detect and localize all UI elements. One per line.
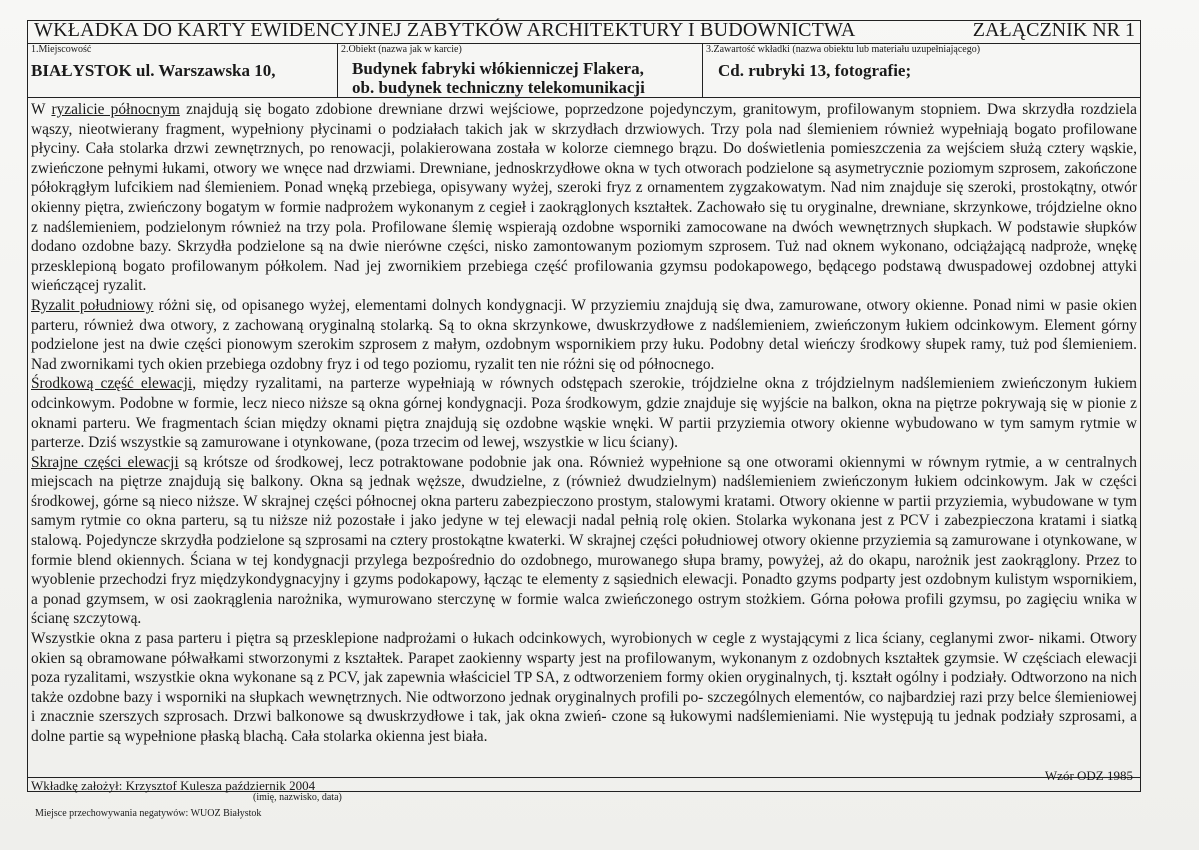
paragraph-north-risalit [31,100,1137,296]
object-label: 2.Obiekt (nazwa jak w karcie) [341,44,462,55]
heading-north-risalit: ryzalicie północnym [51,101,180,118]
paragraph-text: różni się, od opisanego wyżej, elementami dolnych kondygnacji. W przyziemiu znajdują się dwa, zamurowane, otwory okienne. Ponad nimi w pasie okien parteru, również dwa otwory, z zachowaną oryginalną stolarką. Są to okna skrzynkowe, dwuskrzydłowe z nadślemieniem, zwieńczonym łukiem odcinkowym. Element górny podzielone jest na dwie części pionowym szerokim szprosem z małym, ozdobnym wspornikiem przy łuku. Podobny detal wieńczy środkowy słupek ramy, tuż pod ślemieniem. Nad zwornikami tych okien przebiega ozdobny fryz i od tego poziomu, ryzalit ten nie różni się od północnego. [31,296,1137,373]
content-label: 3.Zawartość wkładki (nazwa obiektu lub materiału uzupełniającego) [706,44,981,55]
heading-south-risalit: Ryzalit południowy [31,296,154,314]
paragraph-middle-section [31,374,1137,452]
content-value: Cd. rubryki 13, fotografie; [718,61,912,80]
heading-outer-sections: Skrajne części elewacji [31,453,179,471]
form-template: Wzór ODZ 1985 [1044,768,1133,783]
paragraph-text: są krótsze od środkowej, lecz potraktowane podobnie jak ona. Również wypełnione są one otworami okiennymi w równym rytmie, a w centralnych miejscach na piętrze znajdują się balkony. Okna są jednak węższe, dwudzielne, z (również dwudzielnym) nadślemieniem zwieńczonym łukiem odcinkowym. Jak w części środkowej, górne są nieco niższe. W skrajnej części północnej okna parteru zabezpieczono prostym, stalowymi kratami. Otwory okienne w partii przyziemia, wybudowane w tym samym rytmie co okna parteru, są tu niższe niż pozostałe i jako jedyne w tej elewacji nadal pełnią rolę okien. Stolarka wykonana jest z PCV i zabezpieczona kratami i siatką stalową. Pojedyncze skrzydła podzielone są szprosami na cztery prostokątne kwaterki. W skrajnej części południowej otwory okienne przyziemia są zamurowane i otynkowane, w formie blend okiennych. Ściana w tej kondygnacji przylega bezpośrednio do ozdobnego, murowanego słupa bramy, powyżej, aż do okapu, narożnik jest zaokrąglony. Przez to wyoblenie przechodzi fryz międzykondygnacyjny i gzyms podokapowy, łącząc te elementy z sąsiednich elewacji. Ponadto gzyms podparty jest ozdobnym kulistym wspornikiem, a ponad gzymsem, w osi zaokrąglenia narożnika, wymurowano sterczynę w formie walca zwieńczonego ostrym stożkiem. Górna połowa profili gzymsu, po zagięciu wnika w ścianę szczytową. [31,453,1137,628]
object-value-line1: Budynek fabryki włókienniczej Flakera, [352,59,644,78]
negatives-location: Miejsce przechowywania negatywów: WUOZ Białystok [35,808,262,819]
heading-middle-section: Środkową część elewacji [31,375,193,393]
author-caption: (imię, nazwisko, data) [253,792,342,803]
paragraph-outer-sections [31,453,1137,629]
locality-label: 1.Miejscowość [31,44,92,55]
header-column-divider-1 [337,43,338,97]
paragraph-text: znajdują się bogato zdobione drewniane drzwi wejściowe, poprzedzone pojedynczym, granitowym, profilowanym stopniem. Dwa skrzydła rozdziela wąszy, nieotwierany fragment, wypełniony płycinami o podziałach takich jak w skrzydłach drzwiowych. Trzy pola nad ślemieniem również wypełniają bogato profilowane płyciny. Cała stolarka drzwi zewnętrznych, po renowacji, polakierowana została w kolorze ciemnego brązu. Do doświetlenia pomieszczenia za wejściem służą cztery wąskie, zwieńczone pełnymi łukami, otwory we wnęce nad drzwiami. Drewniane, jednoskrzydłowe okna w tych otworach podzielone są asymetrycznie poziomym szprosem, zakończone półokrągłym lufcikiem nad ślemieniem. Ponad wnęką przebiega, opisywany wyżej, szeroki fryz z ornamentem zygzakowatym. Nad nim znajduje się szeroki, prostokątny, otwór okienny piętra, zwieńczony bogatym w formie nadprożem wykonanym z cegieł i zaokrąglonych kształtek. Zachowało się tu oryginalne, drewniane, skrzynkowe, trójdzielne okno z nadślemieniem, podzielonym również na trzy pola. Profilowane ślemię wspierają ozdobne wsporniki zamocowane na dwóch wewnętrznych słupkach. W podstawie słupków dodano ozdobne bazy. Skrzydła podzielone są na dwie nierówne części, nisko zamontowanym poziomym szprosem. Tuż nad oknem wykonano, odciążającą nadproże, wnękę przesklepioną bogato profilowanym półkolem. Nad jej zwornikiem przebiega część profilowania gzymsu podokapowego, będącego podstawą dwuspadowej ozdobnej attyki wieńczącej ryzalit. [31,101,1137,295]
locality-value: BIAŁYSTOK ul. Warszawska 10, [31,61,276,80]
header-column-divider-2 [702,43,703,97]
form-title: WKŁADKA DO KARTY EWIDENCYJNEJ ZABYTKÓW ARCHITEKTURY I BUDOWNICTWA [34,19,856,41]
annex-number: ZAŁĄCZNIK NR 1 [972,19,1135,41]
description-text [31,100,1137,747]
object-value-line2: ob. budynek techniczny telekomunikacji [352,78,645,97]
paragraph-text: , między ryzalitami, na parterze wypełniają w równych odstępach szerokie, trójdzielne okna z trójdzielnym nadślemieniem zwieńczonym łukiem odcinkowym. Podobne w formie, lecz nieco niższe są okna górnej kondygnacji. Poza środkowym, gdzie znajduje się wyjście na balkon, okna na piętrze pokrywają się w pionie z oknami parteru. We fragmentach ścian między oknami piętra znajdują się ozdobne wąskie wnęki. W partii przyziemia otwory okienne wybudowano w tym samym rytmie w parterze. Dziś wszystkie są zamurowane i otynkowane, (poza trzecim od lewej, wszystkie w licu ściany). [31,375,1137,452]
paragraph-south-risalit [31,296,1137,374]
author-line: Wkładkę założył: Krzysztof Kulesza październik 2004 [31,778,316,793]
paragraph-prefix: W [31,101,52,118]
paragraph-windows: Wszystkie okna z pasa parteru i piętra są przesklepione nadprożami o łukach odcinkowych, wyrobionych w cegle z wystającymi z lica ściany, ceglanymi zwor- nikami. Otwory okien są obramowane półwałkami stworzonymi z kształtek. Parapet zaokienny wsparty jest na profilowanym, wykonanym z ozdobnych kształtek gzymsie. W częściach elewacji poza ryzalitami, wszystkie okna wykonane są z PCV, jak zapewnia właściciel TP SA, z odtworzeniem formy okien oryginalnych, tj. kształt ogólny i podziały. Odtworzono na nich także ozdobne bazy i wsporniki na słupkach wewnętrznych. Nie odtworzono jednak oryginalnych profili po- szczególnych elementów, co najbardziej razi przy belce ślemieniowej i znacznie szerszych szprosach. Drzwi balkonowe są dwuskrzydłowe i tak, jak okna zwień- czone są łukowymi nadślemieniami. Nie występują tu jednak podziały szprosami, a dolne partie są wypełnione płaską blachą. Cała stolarka okienna jest biała. [31,630,1137,745]
